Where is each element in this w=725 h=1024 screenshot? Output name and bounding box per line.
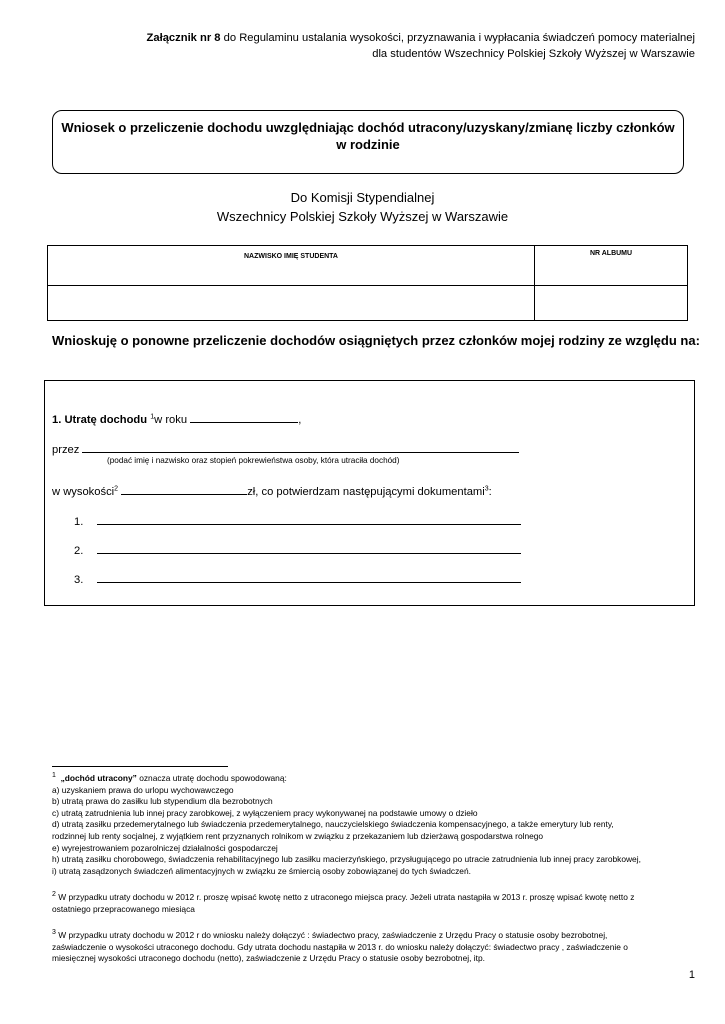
year-label: w roku [154,414,188,426]
person-field[interactable] [82,440,519,453]
footnote-1-item: h) utratą zasiłku chorobowego, świadczenia rehabilitacyjnego lub zasiłku macierzyńskiego, przysługującego po utracie zatrudnienia lub innej pracy zarobkowej, [52,854,641,865]
album-number-field[interactable] [535,286,688,321]
document-field-1[interactable] [97,512,521,525]
footnote-1-number: 1 [52,772,56,780]
student-name-header: NAZWISKO IMIĘ STUDENTA [48,246,535,286]
footnote-separator [52,766,228,767]
header-line-1-rest: do Regulaminu ustalania wysokości, przyznawania i wypłacania świadczeń pomocy materialnej [220,32,695,44]
form-title-line-1: Wniosek o przeliczenie dochodu uwzględniając dochód utracony/uzyskany/zmianę liczby członków [61,120,675,135]
album-number-header: NR ALBUMU [535,246,688,286]
form-title-box [52,110,684,174]
student-info-table [47,245,688,321]
amount-colon: : [488,486,492,498]
footnote-1-item: i) utratą zasądzonych świadczeń alimentacyjnych w związku ze śmiercią osoby zobowiązanej do tych świadczeń. [52,865,471,876]
document-header [147,30,695,62]
footnote-1-intro [52,773,692,785]
request-heading: Wnioskuję o ponowne przeliczenie dochodów osiągniętych przez członków mojej rodziny ze względu na: [52,333,700,348]
footnote-2-text: W przypadku utraty dochodu w 2012 r. proszę wpisać kwotę netto z utraconego miejsca pracy. Jeżeli utrata nastąpiła w 2013 r. proszę wpisać kwotę netto z [55,892,635,902]
recipient [0,188,725,226]
student-name-field[interactable] [48,286,535,321]
annex-number: Załącznik nr 8 [146,32,221,44]
footnote-1-item: rodzinnej lub renty socjalnej, z wyjątkiem rent przyznanych rolnikom w związku z przekazaniem lub dzierżawą gospodarstwa rolnego [52,830,544,841]
amount-row [52,482,492,499]
footnote-3-number: 3 [52,929,56,937]
document-row-1 [74,512,521,529]
footnote-2 [52,892,692,915]
by-label: przez [52,444,80,456]
document-row-2 [74,541,521,558]
header-line-2: dla studentów Wszechnicy Polskiej Szkoły Wyższej w Warszawie [372,48,695,60]
footnote-2-line [52,892,692,904]
footnote-3 [52,930,692,965]
footnote-2-number: 2 [52,891,56,899]
footnote-ref-3: 3 [484,485,489,493]
document-number: 3. [74,574,84,586]
document-field-3[interactable] [97,570,521,583]
footnote-1-term: „dochód utracony” [60,773,137,783]
amount-rest: zł, co potwierdzam następującymi dokumentami [247,486,485,498]
person-hint: (podać imię i nazwisko oraz stopień pokrewieństwa osoby, która utraciła dochód) [107,456,400,465]
document-row-3 [74,570,521,587]
item-1-comma: , [298,414,302,426]
footnote-ref-2: 2 [114,485,119,493]
item-1-row [52,410,301,427]
footnote-3-line: miesięcznej wysokości utraconego dochodu (netto), zaświadczenie z Urzędu Pracy o statusie osoby bezrobotnej, itp. [52,953,485,964]
footnote-2-line: ostatniego przepracowanego miesiąca [52,903,195,914]
footnote-1-item: e) wyrejestrowaniem pozarolniczej działalności gospodarczej [52,842,278,853]
footnote-1 [52,773,692,877]
footnote-1-item: b) utratą prawa do zasiłku lub stypendium dla bezrobotnych [52,796,273,807]
item-1-label: 1. Utratę dochodu [52,414,148,426]
footnote-3-text: W przypadku utraty dochodu w 2012 r do wniosku należy dołączyć : świadectwo pracy, zaświadczenie z Urzędu Pracy o statusie osoby bezrobotnej, [55,930,608,940]
document-field-2[interactable] [97,541,521,554]
document-number: 2. [74,545,84,557]
by-person-row [52,440,519,457]
document-number: 1. [74,516,84,528]
form-title-line-2: w rodzinie [336,137,400,152]
footnote-1-item: a) uzyskaniem prawa do urlopu wychowawczego [52,784,234,795]
amount-field[interactable] [121,482,247,495]
footnote-3-line [52,930,692,942]
footnote-3-line: zaświadczenie o wysokości utraconego dochodu. Gdy utrata dochodu nastąpiła w 2013 r. do wniosku należy dołączyć: świadectwo pracy , zaświadczenie o [52,941,628,952]
footnote-ref-1: 1 [150,413,155,421]
footnote-1-item: c) utratą zatrudnienia lub innej pracy zarobkowej, z wyłączeniem pracy wykonywanej na podstawie umowy o dzieło [52,807,478,818]
footnote-1-item: d) utratą zasiłku przedemerytalnego lub świadczenia przedemerytalnego, nauczycielskiego świadczenia kompensacyjnego, a także emerytury lub renty, [52,819,614,830]
year-field[interactable] [190,410,298,423]
footnote-1-text: oznacza utratę dochodu spowodowaną: [136,773,287,783]
recipient-line-1: Do Komisji Stypendialnej [290,190,435,205]
page-number: 1 [688,969,695,981]
recipient-line-2: Wszechnicy Polskiej Szkoły Wyższej w Warszawie [216,209,509,224]
header-line-1 [147,30,695,46]
amount-label: w wysokości [52,486,115,498]
